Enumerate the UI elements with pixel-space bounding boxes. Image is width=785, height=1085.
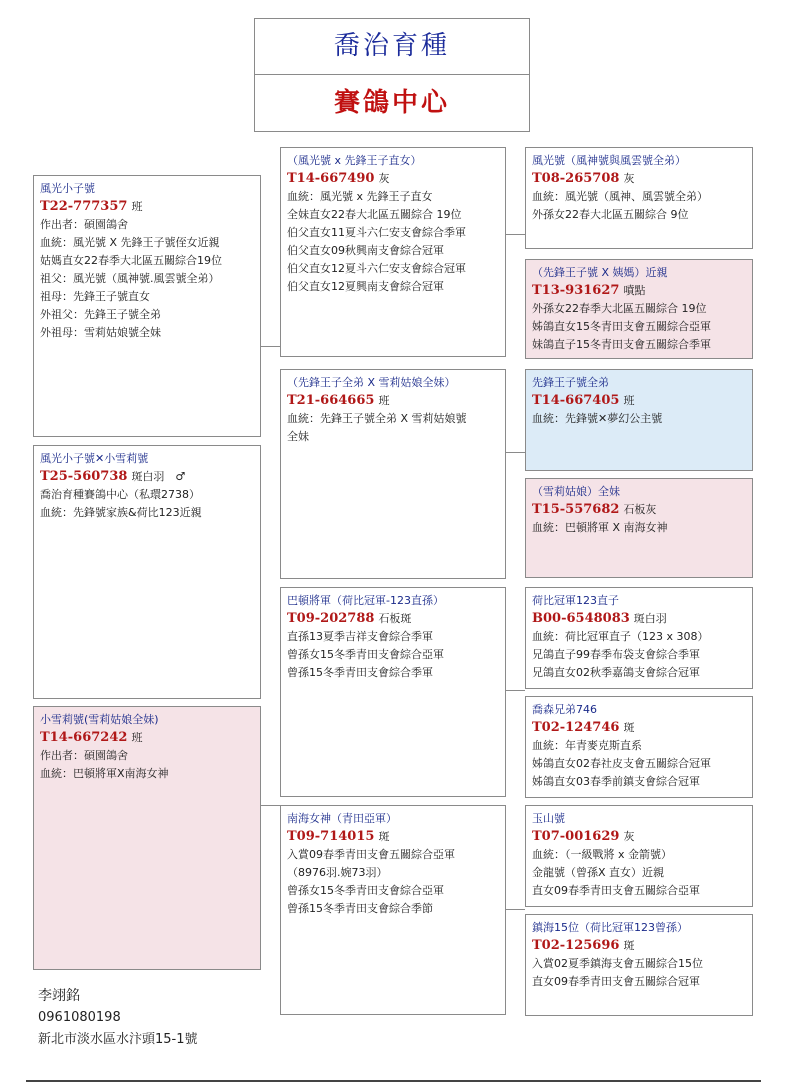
info-line: 血統：年青麥克斯直系 bbox=[532, 739, 642, 752]
info-line: 作出者：碩園鴿舍 bbox=[40, 218, 128, 231]
info-line: 外祖母：雪莉姑娘號全妹 bbox=[40, 326, 161, 339]
info-line: 祖母：先鋒王子號直女 bbox=[40, 290, 150, 303]
owner-address: 新北市淡水區水汴頭15-1號 bbox=[38, 1032, 198, 1047]
ring-number: T22-777357 bbox=[40, 199, 128, 214]
sire-card bbox=[33, 175, 261, 437]
info-line: 姑媽直女22春季大北區五關綜合19位 bbox=[40, 254, 222, 267]
ring-number: T14-667405 bbox=[532, 393, 620, 408]
ring-number-row bbox=[532, 828, 746, 846]
ring-number-row bbox=[287, 610, 499, 628]
info-line: 姊鴿直女15冬青田支會五關綜合亞軍 bbox=[532, 320, 711, 333]
feather-color: 石板斑 bbox=[378, 612, 412, 625]
info-line: 全妹 bbox=[287, 430, 309, 443]
info-line: 兄鴿直子99春季布袋支會綜合季軍 bbox=[532, 648, 700, 661]
ring-number: T25-560738 bbox=[40, 469, 128, 484]
dam-card bbox=[33, 706, 261, 970]
info-line: 姊鴿直女02春社皮支會五關綜合冠軍 bbox=[532, 757, 711, 770]
info-line: 伯父直女12夏斗六仁安支會綜合冠軍 bbox=[287, 262, 466, 275]
ddd-card bbox=[525, 914, 753, 1016]
info-line: 兄鴿直女02秋季嘉鴿支會綜合冠軍 bbox=[532, 666, 700, 679]
sds-card bbox=[525, 369, 753, 471]
ring-number: T02-125696 bbox=[532, 938, 620, 953]
feather-color: 班 bbox=[131, 731, 143, 744]
ring-number-row bbox=[40, 729, 254, 747]
info-line: 血統：巴頓將軍 X 南海女神 bbox=[532, 521, 668, 534]
sire-sire-card bbox=[280, 147, 506, 357]
sdd-card bbox=[525, 478, 753, 578]
card-heading: （先鋒王子號 X 姨媽）近親 bbox=[532, 266, 668, 279]
info-line: 血統：巴頓將軍X南海女神 bbox=[40, 767, 169, 780]
ring-number-row bbox=[532, 719, 746, 737]
dds-card bbox=[525, 805, 753, 907]
info-line: 血統：先鋒號家族&荷比123近親 bbox=[40, 506, 202, 519]
ssd-card bbox=[525, 259, 753, 359]
card-heading: 先鋒王子號全弟 bbox=[532, 376, 609, 389]
ring-number: T15-557682 bbox=[532, 502, 620, 517]
card-heading: 小雪莉號(雪莉姑娘全妹) bbox=[40, 713, 159, 726]
connector bbox=[506, 452, 525, 453]
info-line: 祖父：風光號（風神號.風雲號全弟） bbox=[40, 272, 220, 285]
feather-color: 班 bbox=[623, 394, 635, 407]
feather-color: 噴點 bbox=[623, 284, 646, 297]
ring-number: B00-6548083 bbox=[532, 611, 630, 626]
info-line: 伯父直女09秋興南支會綜合冠軍 bbox=[287, 244, 444, 257]
feather-color: 石板灰 bbox=[623, 503, 657, 516]
feather-color: 灰 bbox=[623, 172, 635, 185]
card-heading: 鎮海15位（荷比冠軍123曾孫） bbox=[532, 921, 688, 934]
card-heading: （雪莉姑娘）全妹 bbox=[532, 485, 620, 498]
info-line: 直女09春季青田支會五關綜合冠軍 bbox=[532, 975, 700, 988]
card-heading: （先鋒王子全弟 X 雪莉姑娘全妹） bbox=[287, 376, 456, 389]
info-line: 伯父直女11夏斗六仁安支會綜合季軍 bbox=[287, 226, 466, 239]
ring-number-row bbox=[287, 392, 499, 410]
card-heading: 風光小子號 bbox=[40, 182, 95, 195]
info-line: 外孫女22春季大北區五關綜合 19位 bbox=[532, 302, 707, 315]
ring-number: T14-667490 bbox=[287, 171, 375, 186]
feather-color: 斑白羽 bbox=[633, 612, 667, 625]
card-heading: 南海女神（青田亞軍） bbox=[287, 812, 397, 825]
ring-number-row bbox=[287, 170, 499, 188]
info-line: 外祖父：先鋒王子號全弟 bbox=[40, 308, 161, 321]
connector bbox=[506, 909, 525, 910]
dss-card bbox=[525, 587, 753, 689]
info-line: 直女09春季青田支會五關綜合亞軍 bbox=[532, 884, 700, 897]
connector bbox=[506, 234, 525, 235]
title-breeding: 喬治育種 bbox=[254, 18, 530, 75]
dam-dam-card bbox=[280, 805, 506, 1015]
info-line: 姊鴿直女03春季前鎮支會綜合冠軍 bbox=[532, 775, 700, 788]
sire-dam-card bbox=[280, 369, 506, 579]
bottom-rule bbox=[26, 1080, 761, 1082]
feather-color: 灰 bbox=[378, 172, 390, 185]
info-line: 喬治育種賽鴿中心（私環2738） bbox=[40, 488, 200, 501]
info-line: 曾孫15冬季青田支會綜合季軍 bbox=[287, 666, 433, 679]
feather-color: 斑 bbox=[623, 721, 635, 734]
info-line: 血統：風光號 x 先鋒王子直女 bbox=[287, 190, 433, 203]
info-line: 伯父直女12夏興南支會綜合冠軍 bbox=[287, 280, 444, 293]
owner-name: 李翊銘 bbox=[38, 988, 80, 1004]
ring-number-row bbox=[532, 937, 746, 955]
dam-sire-card bbox=[280, 587, 506, 797]
ring-number: T14-667242 bbox=[40, 730, 128, 745]
info-line: 血統：風光號（風神、風雲號全弟） bbox=[532, 190, 708, 203]
ring-number-row bbox=[532, 610, 746, 628]
info-line: 入賞09春季青田支會五關綜合亞軍 bbox=[287, 848, 455, 861]
info-line: 全妹直女22春大北區五關綜合 19位 bbox=[287, 208, 462, 221]
card-heading: 風光號（風神號與風雲號全弟） bbox=[532, 154, 686, 167]
connector bbox=[261, 346, 280, 347]
subject-card bbox=[33, 445, 261, 699]
card-heading: 巴頓將軍（荷比冠軍-123直孫） bbox=[287, 594, 444, 607]
title-center: 賽鴿中心 bbox=[254, 74, 530, 132]
ring-number-row bbox=[532, 170, 746, 188]
feather-color: 班 bbox=[378, 394, 390, 407]
info-line: 血統：（一級戰將 x 金箭號） bbox=[532, 848, 673, 861]
info-line: 血統：荷比冠軍直子（123 x 308） bbox=[532, 630, 709, 643]
ring-number: T09-202788 bbox=[287, 611, 375, 626]
connector bbox=[261, 805, 280, 806]
info-line: （8976羽.婉73羽） bbox=[287, 866, 388, 879]
info-line: 血統：先鋒王子號全弟 X 雪莉姑娘號 bbox=[287, 412, 467, 425]
info-line: 直孫13夏季吉祥支會綜合季軍 bbox=[287, 630, 433, 643]
feather-color: 斑 bbox=[378, 830, 390, 843]
ring-number: T02-124746 bbox=[532, 720, 620, 735]
feather-color: 斑白羽 ♂ bbox=[131, 470, 186, 483]
info-line: 曾孫15冬季青田支會綜合季節 bbox=[287, 902, 433, 915]
info-line: 妹鴿直子15冬青田支會五關綜合季軍 bbox=[532, 338, 711, 351]
ring-number-row bbox=[532, 282, 746, 300]
ring-number: T21-664665 bbox=[287, 393, 375, 408]
info-line: 曾孫女15冬季青田支會綜合亞軍 bbox=[287, 884, 444, 897]
ring-number-row bbox=[40, 468, 254, 486]
info-line: 血統：風光號 X 先鋒王子號侄女近親 bbox=[40, 236, 220, 249]
ring-number-row bbox=[40, 198, 254, 216]
info-line: 入賞02夏季鎮海支會五關綜合15位 bbox=[532, 957, 703, 970]
feather-color: 灰 bbox=[623, 830, 635, 843]
feather-color: 斑 bbox=[623, 939, 635, 952]
card-heading: 荷比冠軍123直子 bbox=[532, 594, 619, 607]
ring-number: T09-714015 bbox=[287, 829, 375, 844]
ring-number: T08-265708 bbox=[532, 171, 620, 186]
dsd-card bbox=[525, 696, 753, 798]
card-heading: 玉山號 bbox=[532, 812, 565, 825]
ring-number-row bbox=[287, 828, 499, 846]
card-heading: （風光號 x 先鋒王子直女） bbox=[287, 154, 422, 167]
info-line: 作出者：碩園鴿舍 bbox=[40, 749, 128, 762]
owner-phone: 0961080198 bbox=[38, 1010, 121, 1025]
card-heading: 喬森兄弟746 bbox=[532, 703, 597, 716]
owner-info bbox=[38, 985, 198, 1051]
info-line: 曾孫女15冬季青田支會綜合亞軍 bbox=[287, 648, 444, 661]
connector bbox=[506, 690, 525, 691]
sss-card bbox=[525, 147, 753, 249]
info-line: 血統：先鋒號✕夢幻公主號 bbox=[532, 412, 663, 425]
card-heading: 風光小子號✕小雪莉號 bbox=[40, 452, 149, 465]
ring-number: T07-001629 bbox=[532, 829, 620, 844]
info-line: 金龍號（曾孫X 直女）近親 bbox=[532, 866, 665, 879]
ring-number-row bbox=[532, 501, 746, 519]
info-line: 外孫女22春大北區五關綜合 9位 bbox=[532, 208, 689, 221]
feather-color: 班 bbox=[131, 200, 143, 213]
ring-number: T13-931627 bbox=[532, 283, 620, 298]
ring-number-row bbox=[532, 392, 746, 410]
